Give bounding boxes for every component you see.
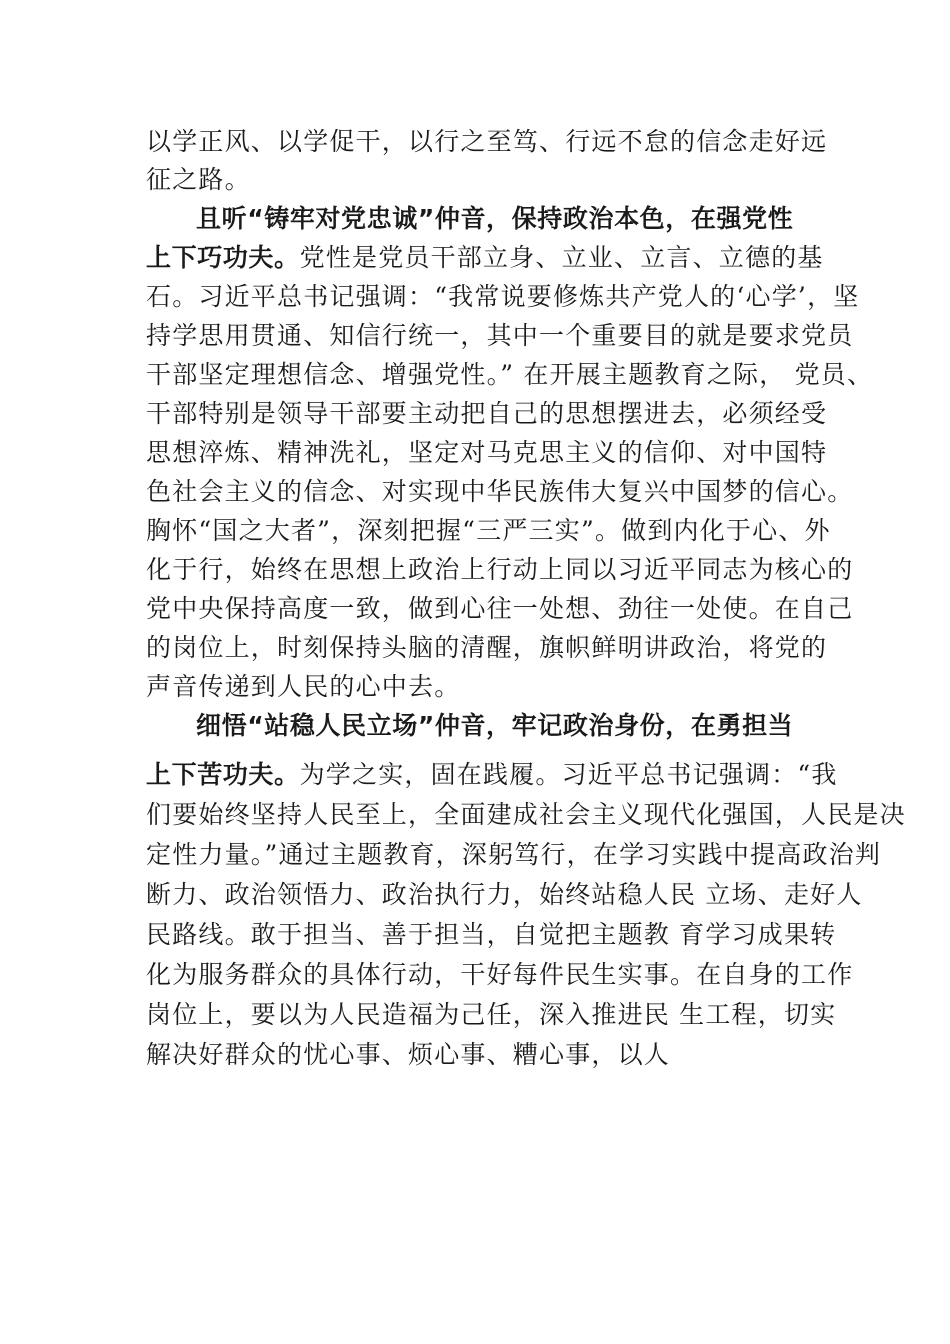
- text-span: 民路线。敢于担当、善于担当，自觉把主题教 育学习成果转: [146, 920, 837, 949]
- text-span: 解决好群众的忧心事、烦心事、糟心事，以人: [146, 1040, 671, 1069]
- text-span: 化为服务群众的具体行动，干好每件民生实事。在自身的工作: [146, 960, 854, 989]
- text-line: [146, 243, 824, 273]
- section-heading: 细悟“站稳人民立场”仲音，牢记政治身份，在勇担当: [196, 711, 794, 740]
- text-line: [146, 840, 881, 870]
- text-span: 为学之实，固在践履。习近平总书记强调：“我: [299, 760, 838, 789]
- text-span: 岗位上，要以为人民造福为己任，深入推进民 生工程，切实: [146, 1000, 837, 1029]
- text-line: [146, 760, 838, 790]
- text-line: [146, 165, 251, 195]
- text-line: [146, 321, 853, 351]
- text-span: 化于行，始终在思想上政治上行动上同以习近平同志为核心的: [146, 555, 854, 584]
- text-line: [146, 399, 827, 429]
- text-line: [146, 477, 853, 507]
- section-heading: 且听“铸牢对党忠诚”仲音，保持政治本色，在强党性: [196, 204, 794, 233]
- text-span: 干部坚定理想信念、增强党性。” 在开展主题教育之际， 党员、: [146, 360, 874, 389]
- text-span: 断力、政治领悟力、政治执行力，始终站稳人民 立场、走好人: [146, 880, 863, 909]
- text-span: 们要始终坚持人民至上，全面建成社会主义现代化强国，人民是决: [146, 800, 906, 829]
- text-span: 色社会主义的信念、对实现中华民族伟大复兴中国梦的信心。: [146, 477, 854, 506]
- text-line: [146, 880, 863, 910]
- text-span: 思想淬炼、精神洗礼，坚定对马克思主义的信仰、对中国特: [146, 438, 828, 467]
- text-span: 干部特别是领导干部要主动把自己的思想摆进去，必须经受: [146, 399, 828, 428]
- section-heading: 上下巧功夫。: [146, 243, 300, 272]
- section-heading-line: [196, 711, 793, 741]
- text-line: [146, 516, 831, 546]
- text-line: [146, 438, 827, 468]
- text-line: [146, 127, 827, 157]
- text-span: 石。习近平总书记强调：“我常说要修炼共产党人的‘心学’，坚: [146, 282, 860, 311]
- text-span: 征之路。: [146, 165, 251, 194]
- section-heading-line: [196, 204, 793, 234]
- text-span: 定性力量。”通过主题教育，深躬笃行，在学习实践中提高政治判: [146, 840, 882, 869]
- text-line: [146, 920, 836, 950]
- text-line: [146, 555, 853, 585]
- text-line: [146, 360, 873, 390]
- text-line: [146, 633, 827, 663]
- text-span: 党中央保持高度一致，做到心往一处想、劲往一处使。在自己: [146, 594, 854, 623]
- text-line: [146, 672, 460, 702]
- text-span: 的岗位上，时刻保持头脑的清醒，旗帜鲜明讲政治，将党的: [146, 633, 828, 662]
- text-span: 声音传递到人民的心中去。: [146, 672, 461, 701]
- text-span: 胸怀“国之大者”，深刻把握“三严三实”。做到内化于心、外: [146, 516, 831, 545]
- section-heading: 上下苦功夫。: [146, 760, 300, 789]
- text-line: [146, 960, 853, 990]
- text-line: [146, 800, 906, 830]
- text-line: [146, 1000, 836, 1030]
- text-span: 以学正风、以学促干，以行之至笃、行远不怠的信念走好远: [146, 127, 828, 156]
- text-line: [146, 282, 859, 312]
- text-line: [146, 594, 853, 624]
- text-span: 持学思用贯通、知信行统一，其中一个重要目的就是要求党员: [146, 321, 854, 350]
- text-span: 党性是党员干部立身、立业、立言、立德的基: [299, 243, 824, 272]
- text-line: [146, 1040, 670, 1070]
